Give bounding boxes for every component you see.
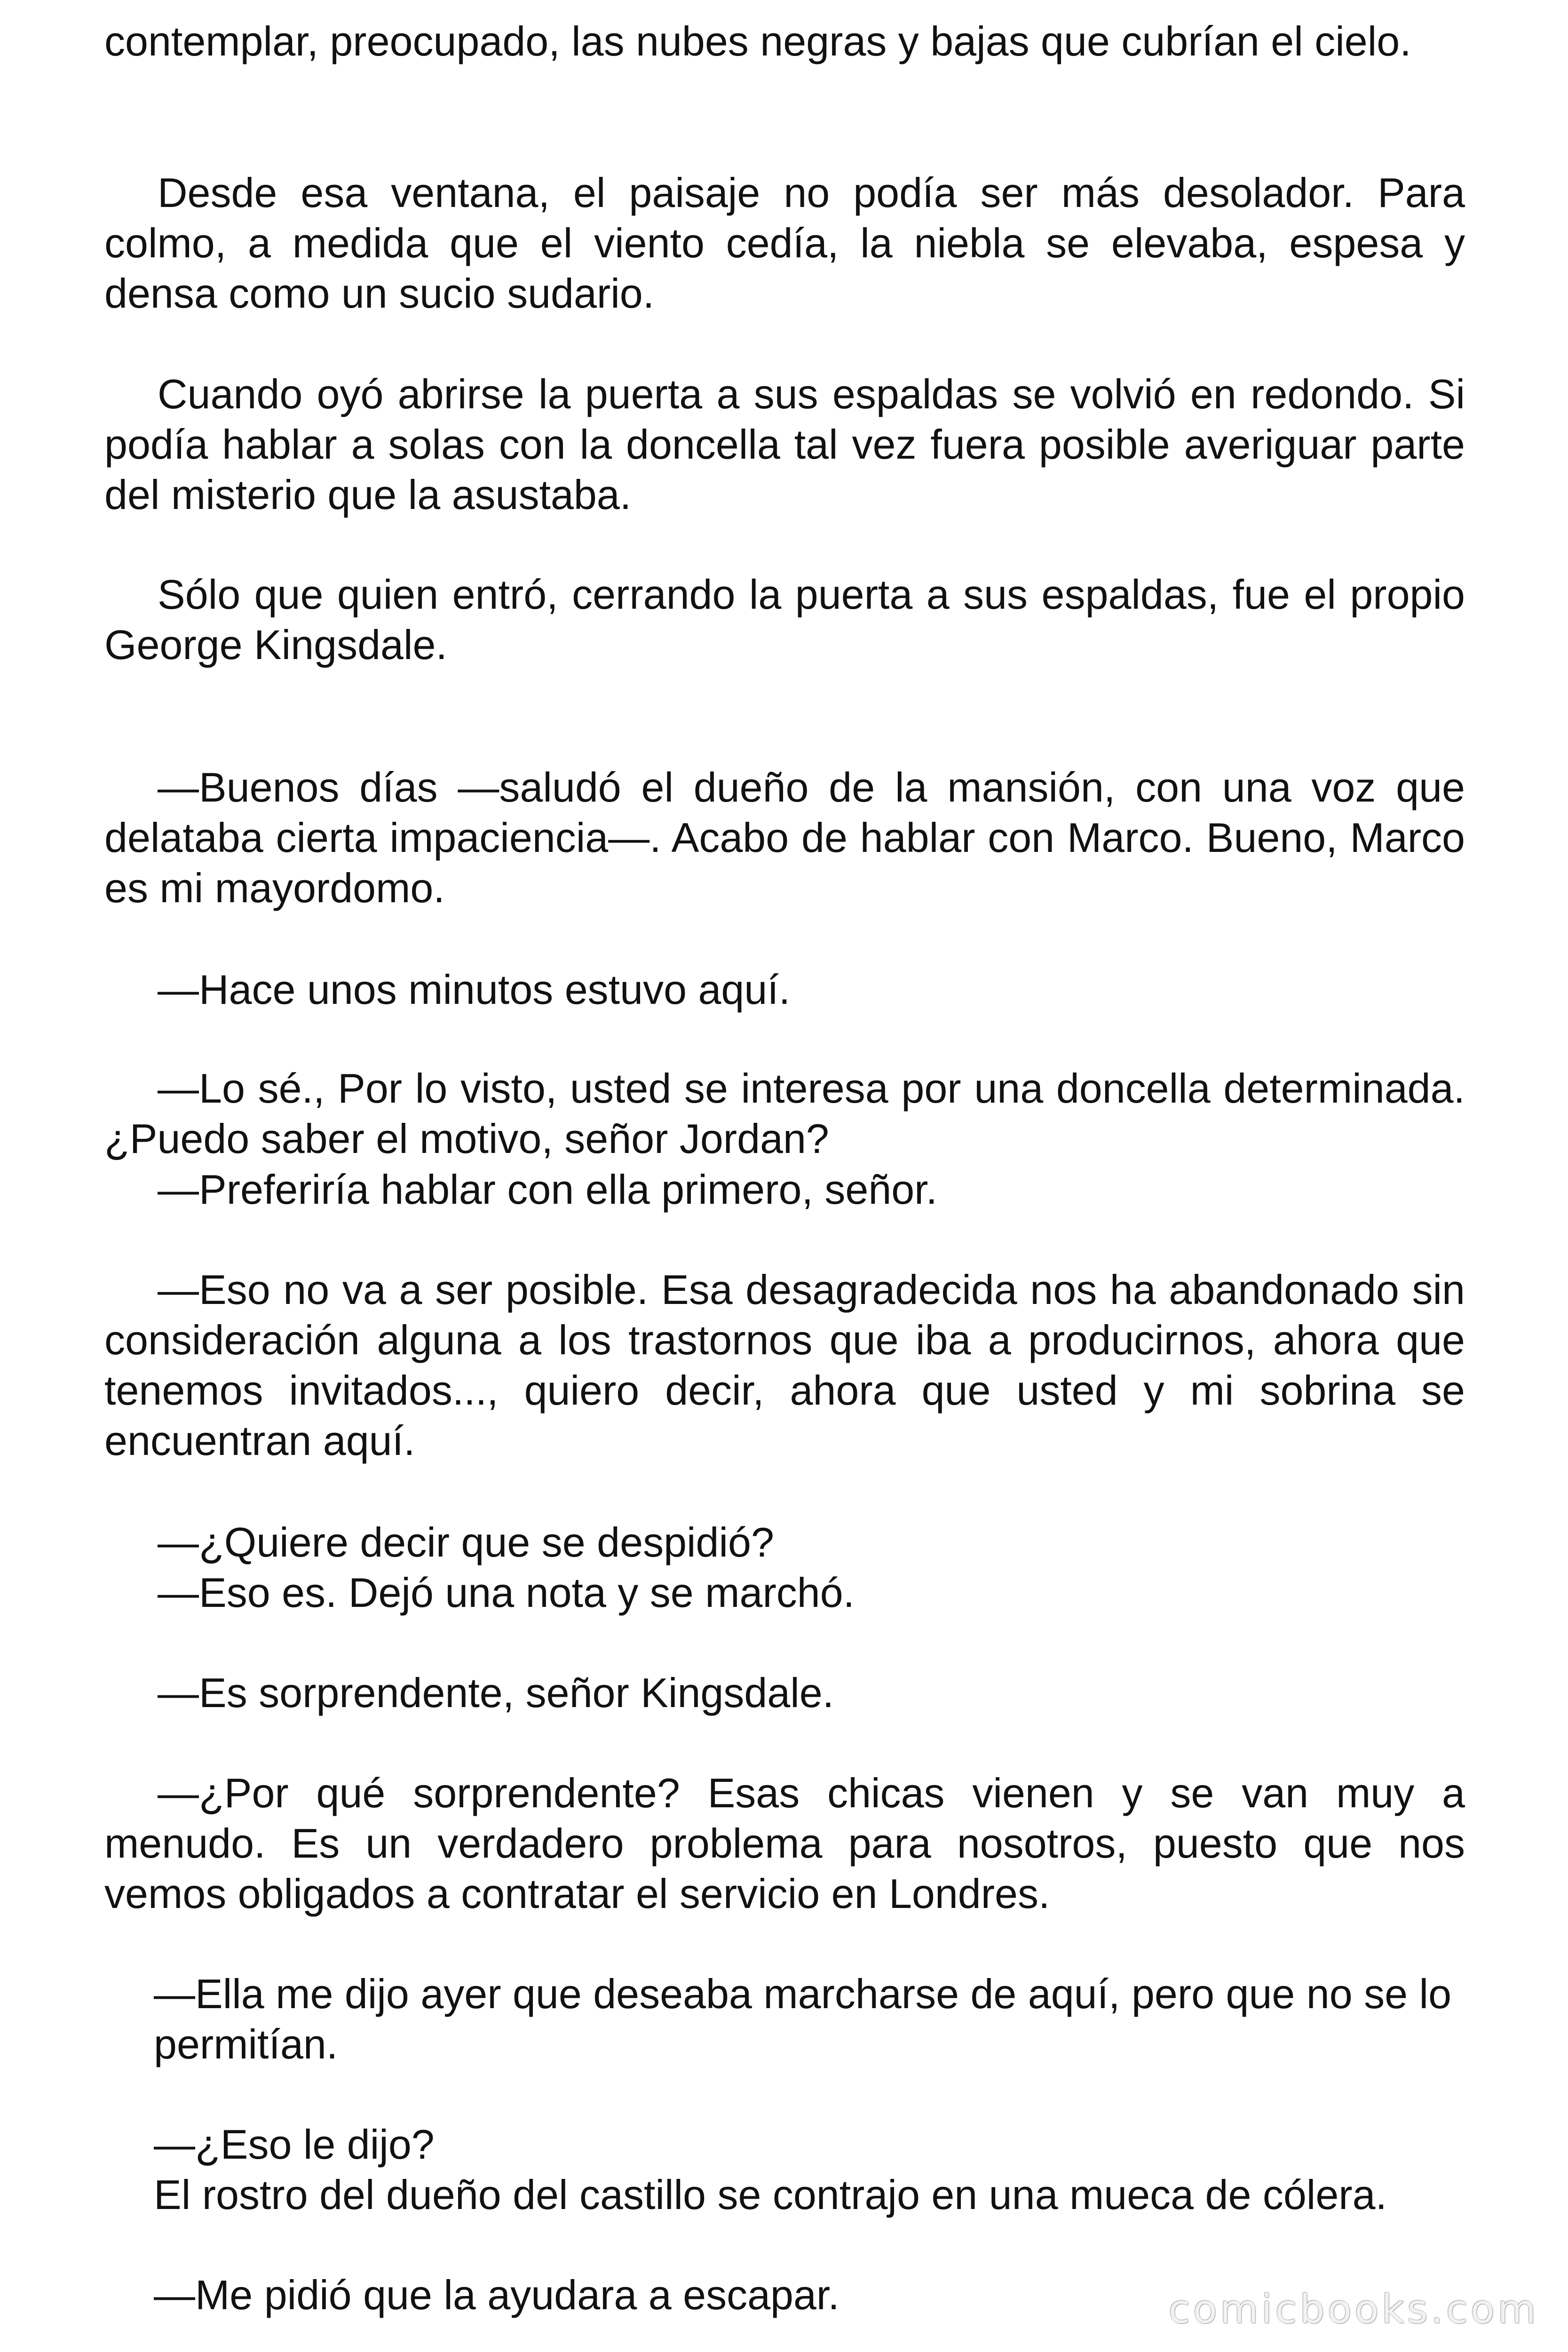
paragraph-door-opens: Cuando oyó abrirse la puerta a sus espaldas se volvió en redondo. Si podía hablar a solas con la doncella tal vez fuera posible averiguar parte del misterio que la asustaba.	[104, 371, 1465, 518]
dialogue-line: —Ella me dijo ayer que deseaba marcharse de aquí, pero que no se lo permitían.	[154, 1971, 1452, 2067]
narration-line: El rostro del dueño del castillo se contrajo en una mueca de cólera.	[154, 2171, 1387, 2218]
paragraph-continued: contemplar, preocupado, las nubes negras y bajas que cubrían el cielo.	[104, 18, 1411, 64]
dialogue-line: —¿Eso le dijo?	[154, 2121, 435, 2168]
dialogue-line: —Hace unos minutos estuvo aquí.	[158, 966, 791, 1013]
dialogue-line: —Es sorprendente, señor Kingsdale.	[158, 1669, 834, 1716]
dialogue-line: —Preferiría hablar con ella primero, señor.	[158, 1166, 938, 1213]
dialogue-line: —Buenos días —saludó el dueño de la mansión, con una voz que delataba cierta impaciencia—. Acabo de hablar con Marco. Bueno, Marco es mi mayordomo.	[104, 764, 1465, 911]
dialogue-line: —Eso no va a ser posible. Esa desagradecida nos ha abandonado sin consideración alguna a los trastornos que iba a producirnos, ahora que tenemos invitados..., quiero decir, ahora que usted y mi sobrina se encuentran aquí.	[104, 1266, 1465, 1464]
dialogue-line: —Eso es. Dejó una nota y se marchó.	[158, 1569, 855, 1616]
paragraph-kingsdale-enters: Sólo que quien entró, cerrando la puerta a sus espaldas, fue el propio George Kingsdale.	[104, 571, 1465, 668]
watermark: comicbooks.com	[1168, 2286, 1539, 2332]
dialogue-line: —¿Quiere decir que se despidió?	[158, 1519, 774, 1565]
dialogue-line: —¿Por qué sorprendente? Esas chicas vienen y se van muy a menudo. Es un verdadero problema para nosotros, puesto que nos vemos obligados a contratar el servicio en Londres.	[104, 1770, 1465, 1917]
dialogue-line: —Lo sé., Por lo visto, usted se interesa por una doncella determinada. ¿Puedo saber el motivo, señor Jordan?	[104, 1065, 1465, 1162]
paragraph-window-view: Desde esa ventana, el paisaje no podía ser más desolador. Para colmo, a medida que el viento cedía, la niebla se elevaba, espesa y densa como un sucio sudario.	[104, 169, 1465, 317]
dialogue-line: —Me pidió que la ayudara a escapar.	[154, 2272, 839, 2318]
